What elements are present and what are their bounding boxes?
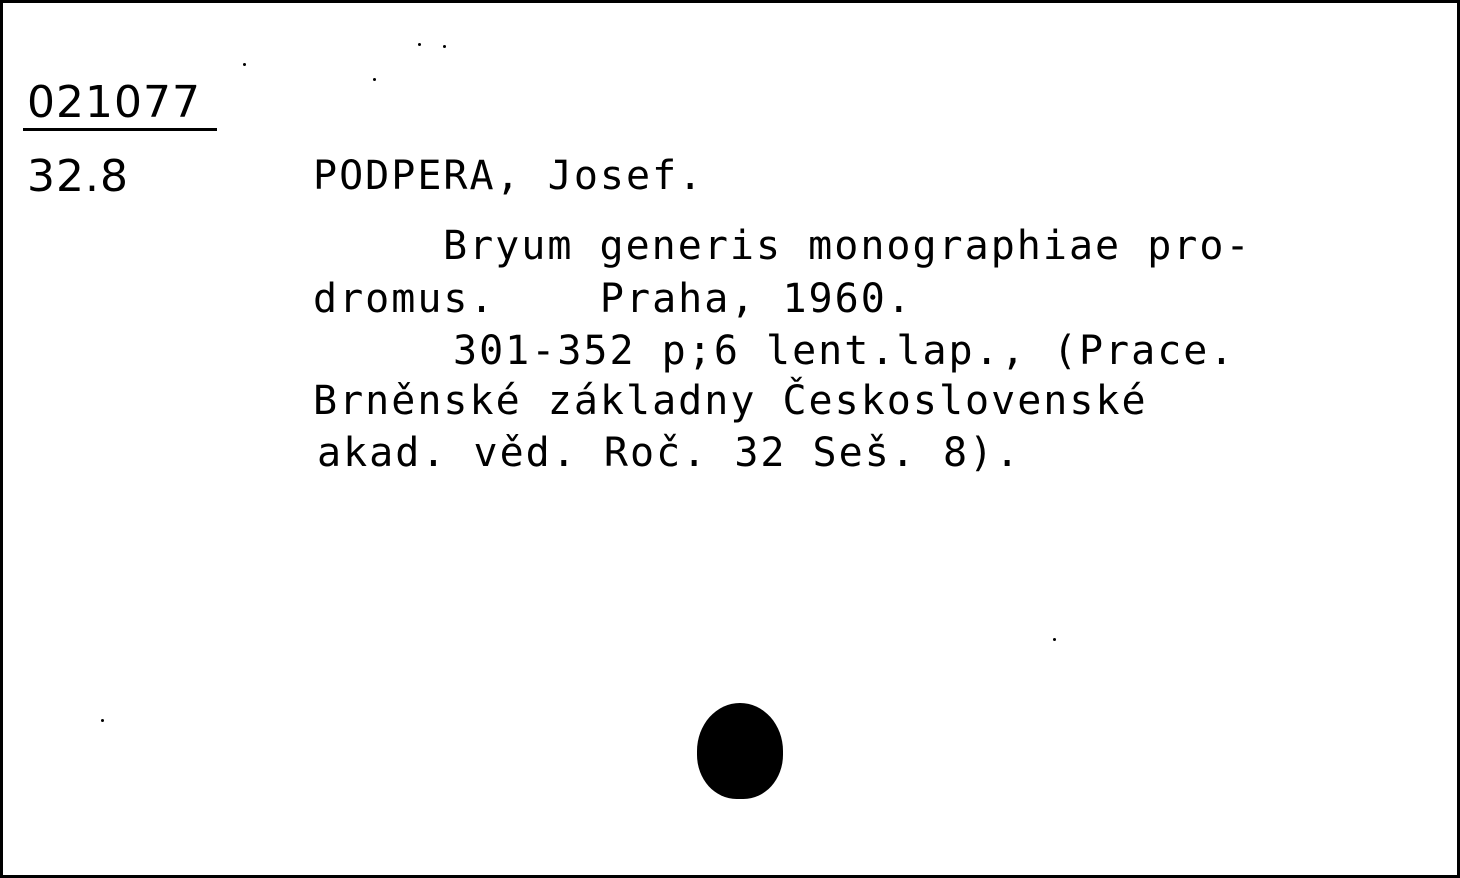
call-number-line1: 021077 [27,77,201,128]
speck [443,45,446,48]
title-line-2: dromus. Praha, 1960. [313,276,913,322]
speck [418,43,421,46]
call-number-underline [23,128,217,131]
title-line-1: Bryum generis monographiae pro- [443,223,1252,269]
collation-line-2: Brněnské základny Československé [313,378,1148,424]
author-heading: PODPERA, Josef. [313,153,705,199]
punch-hole [697,703,783,799]
speck [373,78,376,81]
collation-line-1: 301-352 p;6 lent.lap., (Prace. [453,328,1236,374]
collation-line-3: akad. věd. Roč. 32 Seš. 8). [317,430,1022,476]
call-number-line2: 32.8 [27,151,129,202]
speck [1053,638,1056,641]
speck [101,719,104,722]
speck [243,63,246,66]
